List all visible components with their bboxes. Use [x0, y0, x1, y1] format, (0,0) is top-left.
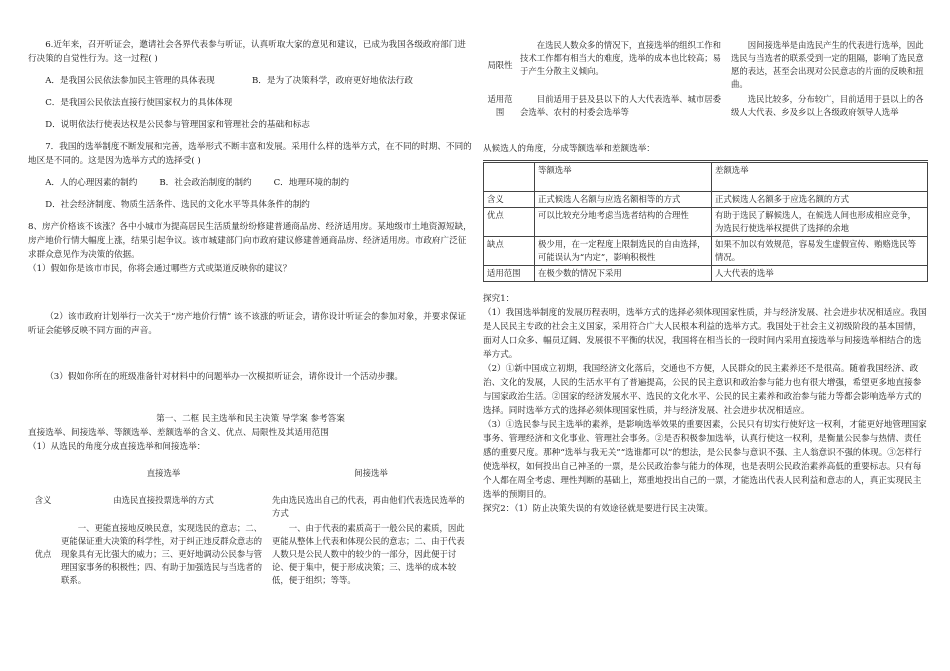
- answers-intro: 直接选举、间接选举、等额选举、差额选举的含义、优点、局限性及其适用范围: [28, 428, 329, 438]
- question-7-option-b: B．社会政治制度的制约: [159, 178, 252, 188]
- indirect-scope: 选民比较多，分布较广，目前适用于县以上的各级人大代表、乡及乡以上各级政府领导人选举: [731, 94, 924, 117]
- question-8-part-2: （2）该市政府计划举行一次关于“房产地价行情” 该不该涨的听证会，请你设计听证会的参加对象，并要求保证听证会能够反映不同方面的声音。: [28, 312, 467, 336]
- explore-1-title: 探究1：: [483, 294, 515, 304]
- question-7-option-c: C．地理环境的制约: [273, 178, 349, 188]
- question-8-part-1: （1）假如你是该市市民，你将会通过哪些方式或渠道反映你的建议？: [28, 264, 292, 274]
- label-scope-2: 适用范围: [484, 266, 535, 282]
- question-7-stem: 7．我国的选举制度不断发展和完善，选举形式不断丰富和发展。采用什么样的选举方式，在不同的时期、不同的地区是不同的。这是因为选举方式的选择受( ): [28, 142, 472, 166]
- answers-part-1: （1）从选民的角度分成直接选举和间接选举：: [28, 442, 206, 452]
- label-defect: 缺点: [484, 237, 535, 266]
- label-meaning-2: 含义: [484, 192, 535, 208]
- equal-merit: 可以比较充分地考虑当选者结构的合理性: [535, 208, 712, 237]
- question-8-part-3: （3）假如你所在的班级准备针对材料中的问题举办一次模拟听证会，请你设计一个活动步骤。: [45, 372, 404, 382]
- question-6-options-ab: [28, 74, 473, 88]
- left-column: [28, 0, 473, 588]
- label-merit-2: 优点: [484, 208, 535, 237]
- question-6-option-c: C．是我国公民依法直接行使国家权力的具体体现: [45, 98, 233, 108]
- indirect-merit: 一、由于代表的素质高于一般公民的素质，因此更能从整体上代表和体现公民的意志；二、由于代表人数只是公民人数中的较少的一部分，因此便于讨论、便于集中，便于形成决策；三、选举的成本较低，便于组织；等等。: [272, 523, 465, 585]
- explore-2: 探究2：（1）防止决策失误的有效途径就是要进行民主决策。: [483, 504, 714, 514]
- diff-scope: 人大代表的选举: [712, 266, 928, 282]
- diff-meaning: 正式候选人名额多于应选名额的方式: [712, 192, 928, 208]
- diff-merit: 有助于选民了解候选人，在候选人间也形成相应竞争，为选民行使选举权提供了选择的余地: [712, 208, 928, 237]
- diff-defect: 如果不加以有效规范，容易发生虚假宣传、贿赂选民等情况。: [712, 237, 928, 266]
- explore-1-part-3: （3）①选民参与民主选举的素养，是影响选举效果的重要因素，公民只有切实行使好这一权利，才能更好地管理国家事务、管理经济和文化事业、管理社会事务。②是否积极参加选举，认真行使这一权利，是衡量公民参与热情、责任感的重要尺度。那种“选举与我无关”“选谁都可以”的想法，是公民参与意识不强、主人翁意识不强的体现。③怎样行使选举权，如何投出自己神圣的一票，是公民政治参与能力的体现，也是表明公民政治素养高低的重要标志。只有每个人都在周全考虑、理性判断的基础上，郑重地投出自己的一票，才能选出代表人民利益和意志的人，真正实现民主选举的预期目的。: [483, 420, 927, 500]
- indirect-limit: 因间接选举是由选民产生的代表进行选举，因此选民与当选者的联系受到一定的阻隔，影响了选民意愿的表达，甚至会出现对公民意志的片面的反映和扭曲。: [731, 40, 924, 89]
- explore-1-part-2: （2）①新中国成立初期，我国经济文化落后，交通也不方便，人民群众的民主素养还不是很高。随着我国经济、政治、文化的发展，人民的生活水平有了普遍提高，公民的民主意识和政治参与能力也有很大增强，希望更多地直接参与国家政治生活。②国家的经济发展水平、选民的文化水平、公民的民主素养和政治参与能力等都会影响选举方式的选择。同时选举方式的选择必须体现国家性质，并与经济发展、社会进步状况相适应。: [483, 364, 922, 416]
- label-limit: 局限性: [487, 59, 513, 70]
- header-direct: 直接选举: [146, 468, 181, 478]
- label-meaning: 含义: [34, 495, 52, 505]
- right-column: [483, 0, 928, 516]
- equal-defect: 极少用，在一定程度上限制选民的自由选择，可能误认为“内定”，影响积极性: [535, 237, 712, 266]
- direct-meaning: 由选民直接投票选举的方式: [113, 495, 214, 505]
- question-7-option-a: A．人的心理因素的制约: [45, 178, 138, 188]
- candidate-intro: 从候选人的角度，分成等额选举和差额选举：: [483, 144, 655, 154]
- question-6-option-d: D．说明依法行使表达权是公民参与管理国家和管理社会的基础和标志: [45, 120, 310, 130]
- election-type-table-top: [28, 466, 473, 588]
- question-6-stem: 6.近年来，召开听证会，邀请社会各界代表参与听证，认真听取大家的意见和建议，已成为我国各级政府部门进行决策的自觉性行为。这一过程( ): [28, 40, 466, 64]
- direct-limit: 在选民人数众多的情况下，直接选举的组织工作和技术工作都有相当大的难度，选举的成本也比较高；易于产生分散主义倾向。: [520, 40, 722, 76]
- answers-title: 第一、二框 民主选举和民主决策 导学案 参考答案: [156, 414, 345, 424]
- direct-merit: 一、更能直接地反映民意，实现选民的意志；二、更能保证重大决策的科学性，对于纠正违反群众意志的现象具有无比强大的威力；三、更好地调动公民参与管理国家事务的积极性；四、有助于加强选民与当选者的联系。: [61, 523, 263, 585]
- indirect-meaning: 先由选民选出自己的代表，再由他们代表选民选举的方式: [272, 495, 465, 518]
- question-6-option-b: B．是为了决策科学，政府更好地依法行政: [251, 76, 413, 86]
- candidate-table: [483, 160, 928, 282]
- question-7-options-abc: [28, 176, 473, 190]
- question-6-option-a: A．是我国公民依法参加民主管理的具体表现: [45, 76, 215, 86]
- header-equal: 等额选举: [535, 162, 712, 192]
- label-scope: 适用范围: [487, 94, 513, 117]
- label-merit: 优点: [34, 549, 52, 559]
- direct-scope: 目前适用于县及县以下的人大代表选举、城市居委会选举、农村的村委会选举等: [520, 94, 722, 117]
- explore-1-part-1: （1）我国选举制度的发展历程表明，选举方式的选择必须体现国家性质，并与经济发展、社会进步状况相适应。我国是人民民主专政的社会主义国家，采用符合广大人民根本利益的选举方式。我国处于社会主义初级阶段的基本国情，面对人口众多、幅员辽阔、发展很不平衡的状况，我国将在相当长的一段时间内采用直接选举与间接选举相结合的选举方式。: [483, 308, 927, 360]
- header-indirect: 间接选举: [354, 468, 388, 478]
- election-type-table-bottom: [483, 38, 928, 120]
- question-7-option-d: D．社会经济制度、物质生活条件、选民的文化水平等具体条件的制约: [45, 200, 310, 210]
- equal-scope: 在极少数的情况下采用: [535, 266, 712, 282]
- header-diff: 差额选举: [712, 162, 928, 192]
- question-8-stem: 8、房产价格该不该涨？各中小城市为提高居民生活质量纷纷修建普通商品房、经济适用房。某地级市土地资源短缺，房产地价行情大幅度上涨，结果引起争议。该市城建部门向市政府建议修建普通商品房、经济适用房。市政府广泛征求群众意见作为决策的依据。: [28, 222, 472, 260]
- equal-meaning: 正式候选人名额与应选名额相等的方式: [535, 192, 712, 208]
